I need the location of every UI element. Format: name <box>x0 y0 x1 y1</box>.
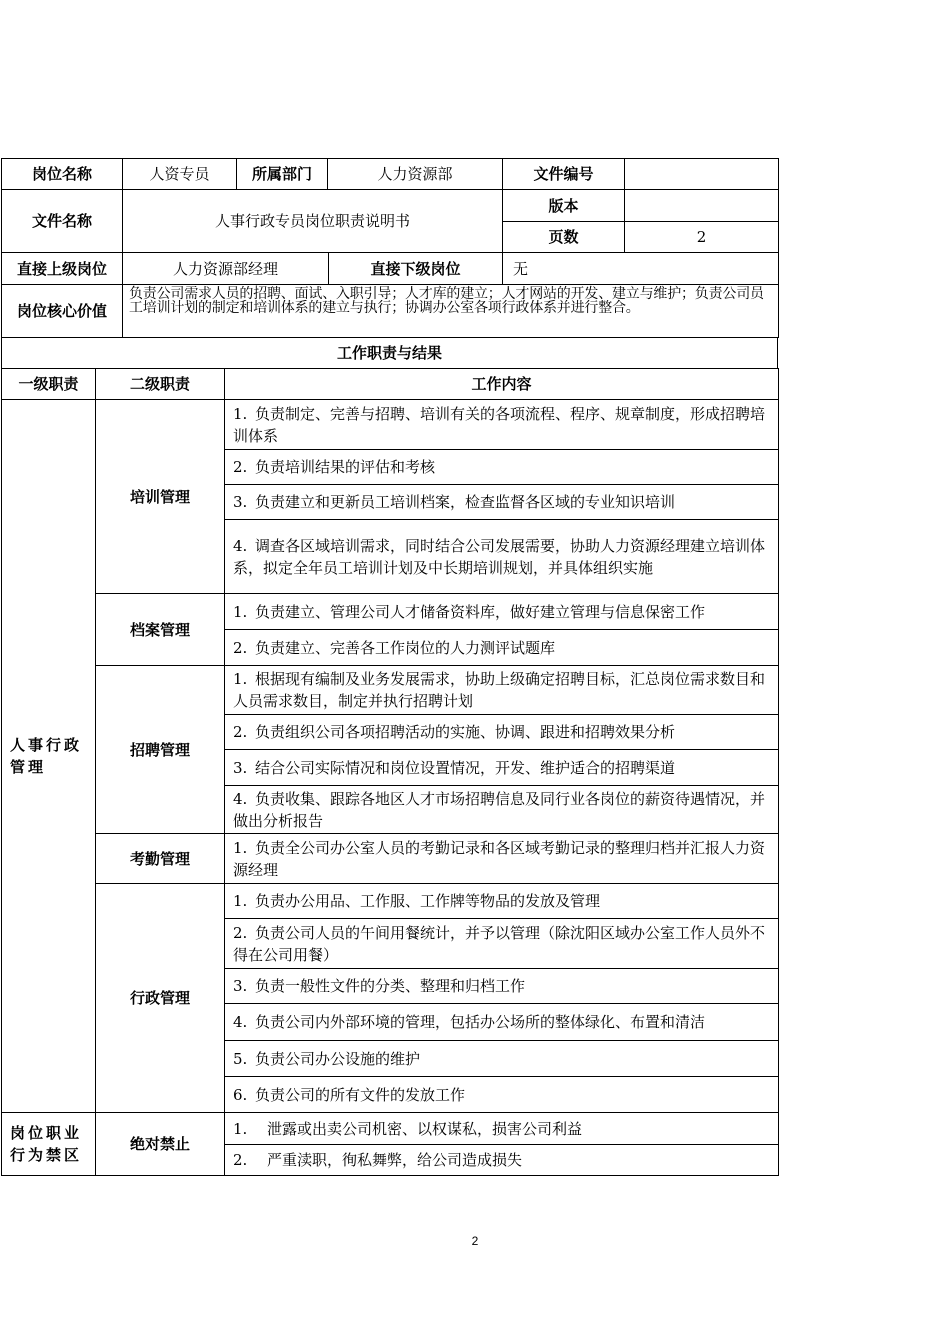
version-value <box>625 190 779 222</box>
list-item: 6. 负责公司的所有文件的发放工作 <box>225 1077 779 1113</box>
col-level2-header: 二级职责 <box>96 369 225 400</box>
list-item: 1. 根据现有编制及业务发展需求，协助上级确定招聘目标，汇总岗位需求数目和人员需求数目，制定并执行招聘计划 <box>225 666 779 715</box>
list-item: 2. 负责培训结果的评估和考核 <box>225 450 779 485</box>
doc-no-label: 文件编号 <box>503 159 625 190</box>
post-name-label: 岗位名称 <box>2 159 123 190</box>
level2-recruit: 招聘管理 <box>96 666 225 834</box>
level2-forbidden: 绝对禁止 <box>96 1113 225 1176</box>
list-item: 4. 调查各区域培训需求，同时结合公司发展需要，协助人力资源经理建立培训体系，拟定全年员工培训计划及中长期培训规划，并具体组织实施 <box>225 520 779 594</box>
dept-value: 人力资源部 <box>328 159 503 190</box>
level2-attendance: 考勤管理 <box>96 834 225 884</box>
list-item: 1. 泄露或出卖公司机密、以权谋私，损害公司利益 <box>225 1113 779 1145</box>
page-number: 2 <box>471 1234 479 1248</box>
list-item: 4. 负责收集、跟踪各地区人才市场招聘信息及同行业各岗位的薪资待遇情况，并做出分析报告 <box>225 786 779 834</box>
list-item: 1. 负责办公用品、工作服、工作牌等物品的发放及管理 <box>225 884 779 919</box>
level2-archive: 档案管理 <box>96 594 225 666</box>
list-item: 4. 负责公司内外部环境的管理，包括办公场所的整体绿化、布置和清洁 <box>225 1004 779 1041</box>
pages-value: 2 <box>625 222 779 253</box>
list-item: 5. 负责公司办公设施的维护 <box>225 1041 779 1077</box>
header-table <box>1 158 779 253</box>
level1-forbidden: 岗位职业行为禁区 <box>2 1113 96 1176</box>
superior-value: 人力资源部经理 <box>123 253 329 285</box>
list-item: 1. 负责建立、管理公司人才储备资料库，做好建立管理与信息保密工作 <box>225 594 779 630</box>
doc-no-value <box>625 159 779 190</box>
subordinate-label: 直接下级岗位 <box>329 253 503 285</box>
core-value-row <box>1 284 779 338</box>
col-level1-header: 一级职责 <box>2 369 96 400</box>
superior-row <box>1 252 779 285</box>
pages-label: 页数 <box>503 222 625 253</box>
post-name-value: 人资专员 <box>123 159 237 190</box>
list-item: 2. 负责建立、完善各工作岗位的人力测评试题库 <box>225 630 779 666</box>
superior-label: 直接上级岗位 <box>2 253 123 285</box>
list-item: 1. 负责全公司办公室人员的考勤记录和各区域考勤记录的整理归档并汇报人力资源经理 <box>225 834 779 884</box>
list-item: 2. 负责组织公司各项招聘活动的实施、协调、跟进和招聘效果分析 <box>225 715 779 750</box>
list-item: 3. 负责一般性文件的分类、整理和归档工作 <box>225 969 779 1004</box>
subordinate-value: 无 <box>503 253 779 285</box>
list-item: 2. 负责公司人员的午间用餐统计，并予以管理（除沈阳区域办公室工作人员外不得在公司用餐） <box>225 919 779 969</box>
list-item: 3. 负责建立和更新员工培训档案，检查监督各区域的专业知识培训 <box>225 485 779 520</box>
version-label: 版本 <box>503 190 625 222</box>
doc-name-label: 文件名称 <box>2 190 123 253</box>
section-title: 工作职责与结果 <box>2 338 778 369</box>
level1-hr-admin: 人事行政管理 <box>2 400 96 1113</box>
list-item: 2. 严重渎职，徇私舞弊，给公司造成损失 <box>225 1145 779 1176</box>
list-item: 1. 负责制定、完善与招聘、培训有关的各项流程、程序、规章制度，形成招聘培训体系 <box>225 400 779 450</box>
col-content-header: 工作内容 <box>225 369 779 400</box>
level2-admin: 行政管理 <box>96 884 225 1113</box>
core-value-label: 岗位核心价值 <box>2 285 123 338</box>
list-item: 3. 结合公司实际情况和岗位设置情况，开发、维护适合的招聘渠道 <box>225 750 779 786</box>
core-value-text: 负责公司需求人员的招聘、面试、入职引导；人才库的建立；人才网站的开发、建立与维护；负责公司员工培训计划的制定和培训体系的建立与执行；协调办公室各项行政体系并进行整合。 <box>123 285 779 338</box>
section-title-row <box>1 337 778 369</box>
dept-label: 所属部门 <box>237 159 328 190</box>
duties-table <box>1 368 779 1176</box>
level2-training: 培训管理 <box>96 400 225 594</box>
doc-name-value: 人事行政专员岗位职责说明书 <box>123 190 503 253</box>
